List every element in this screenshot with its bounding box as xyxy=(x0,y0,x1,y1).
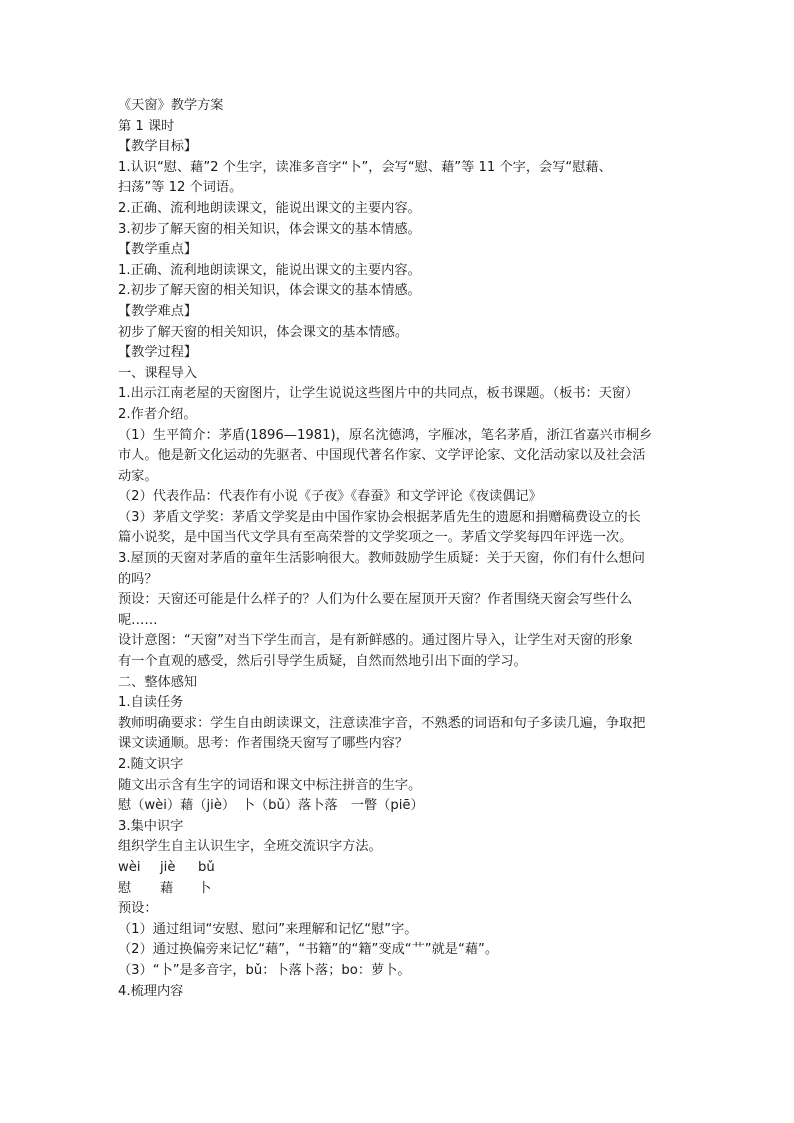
text-line: （1）通过组词“安慰、慰问”来理解和记忆“慰”字。 xyxy=(118,921,418,937)
text-line: 呢…… xyxy=(118,612,158,628)
text-line: 2.初步了解天窗的相关知识，体会课文的基本情感。 xyxy=(118,283,421,299)
text-line: （3）茅盾文学奖：茅盾文学奖是由中国作家协会根据茅盾先生的遗愿和捐赠稿费设立的长 xyxy=(118,509,641,525)
text-line: （3）“卜”是多音字，bǔ：卜落卜落；bo：萝卜。 xyxy=(118,962,411,978)
text-line: 随文出示含有生字的词语和课文中标注拼音的生字。 xyxy=(118,777,422,793)
text-line: 一、课程导入 xyxy=(118,365,198,381)
pinyin-wei: wèi xyxy=(118,859,141,875)
text-line: 1.认识“慰、藉”2 个生字，读准多音字“卜”，会写“慰、藉”等 11 个字，会写“慰藉、 xyxy=(118,159,612,175)
text-line: 的吗？ xyxy=(118,571,158,587)
pinyin-bu: bǔ xyxy=(198,859,215,875)
char-bu: 卜 xyxy=(198,880,212,896)
text-line: 1.正确、流利地朗读课文，能说出课文的主要内容。 xyxy=(118,262,421,278)
text-line: 【教学目标】 xyxy=(118,139,198,155)
text-line: 慰（wèi）藉（jiè） 卜（bǔ）落卜落 一瞥（piē） xyxy=(118,798,424,814)
text-line: 3.集中识字 xyxy=(118,818,184,834)
text-line: 二、整体感知 xyxy=(118,674,198,690)
text-line: 【教学重点】 xyxy=(118,242,198,258)
text-line: （2）代表作品：代表作有小说《子夜》《春蚕》和文学评论《夜读偶记》 xyxy=(118,489,542,505)
text-line: 篇小说奖，是中国当代文学具有至高荣誉的文学奖项之一。茅盾文学奖每四年评选一次。 xyxy=(118,530,633,546)
document-body-continued xyxy=(118,899,684,1002)
text-line: 市人。他是新文化运动的先驱者、中国现代著名作家、文学评论家、文化活动家以及社会活 xyxy=(118,448,646,464)
text-line: 3.屋顶的天窗对茅盾的童年生活影响很大。教师鼓励学生质疑：关于天窗，你们有什么想问 xyxy=(118,551,645,567)
text-line: 1.出示江南老屋的天窗图片，让学生说说这些图片中的共同点，板书课题。（板书：天窗） xyxy=(118,386,639,402)
char-row xyxy=(118,879,684,900)
text-line: 2.正确、流利地朗读课文，能说出课文的主要内容。 xyxy=(118,200,421,216)
text-line: 4.梳理内容 xyxy=(118,983,184,999)
text-line: 预设： xyxy=(118,901,158,917)
text-line: 初步了解天窗的相关知识，体会课文的基本情感。 xyxy=(118,324,409,340)
text-line: 预设：天窗还可能是什么样子的？人们为什么要在屋顶开天窗？作者围绕天窗会写些什么 xyxy=(118,592,633,608)
text-line: 2.随文识字 xyxy=(118,757,184,772)
char-wei: 慰 xyxy=(118,880,132,896)
text-line: 【教学过程】 xyxy=(118,345,198,361)
text-line: 3.初步了解天窗的相关知识，体会课文的基本情感。 xyxy=(118,221,421,237)
text-line: 教师明确要求：学生自由朗读课文，注意读准字音，不熟悉的词语和句子多读几遍，争取把 xyxy=(118,715,646,731)
text-line: 1.自读任务 xyxy=(118,695,184,711)
text-line: 设计意图：“天窗”对当下学生而言，是有新鲜感的。通过图片导入，让学生对天窗的形象 xyxy=(118,633,633,649)
text-line: 《天窗》教学方案 xyxy=(118,98,224,113)
text-line: 有一个直观的感受，然后引导学生质疑，自然而然地引出下面的学习。 xyxy=(118,654,527,670)
text-line: 组织学生自主认识生字，全班交流识字方法。 xyxy=(118,839,382,855)
text-line: （1）生平简介：茅盾(1896—1981)，原名沈德鸿，字雁冰，笔名茅盾，浙江省嘉兴市桐乡 xyxy=(118,427,653,443)
text-line: 扫荡”等 12 个词语。 xyxy=(118,180,243,196)
text-line: 2.作者介绍。 xyxy=(118,406,197,422)
pinyin-jie: jiè xyxy=(160,859,176,875)
text-line: （2）通过换偏旁来记忆“藉”，“书籍”的“籍”变成“艹”就是“藉”。 xyxy=(118,942,499,958)
pinyin-row xyxy=(118,858,684,879)
text-line: 动家。 xyxy=(118,468,158,484)
text-line: 第 1 课时 xyxy=(118,118,175,134)
text-line: 课文读通顺。思考：作者围绕天窗写了哪些内容？ xyxy=(118,736,409,752)
text-line: 【教学难点】 xyxy=(118,303,198,319)
char-jie: 藉 xyxy=(160,880,174,896)
document-body xyxy=(118,96,684,858)
